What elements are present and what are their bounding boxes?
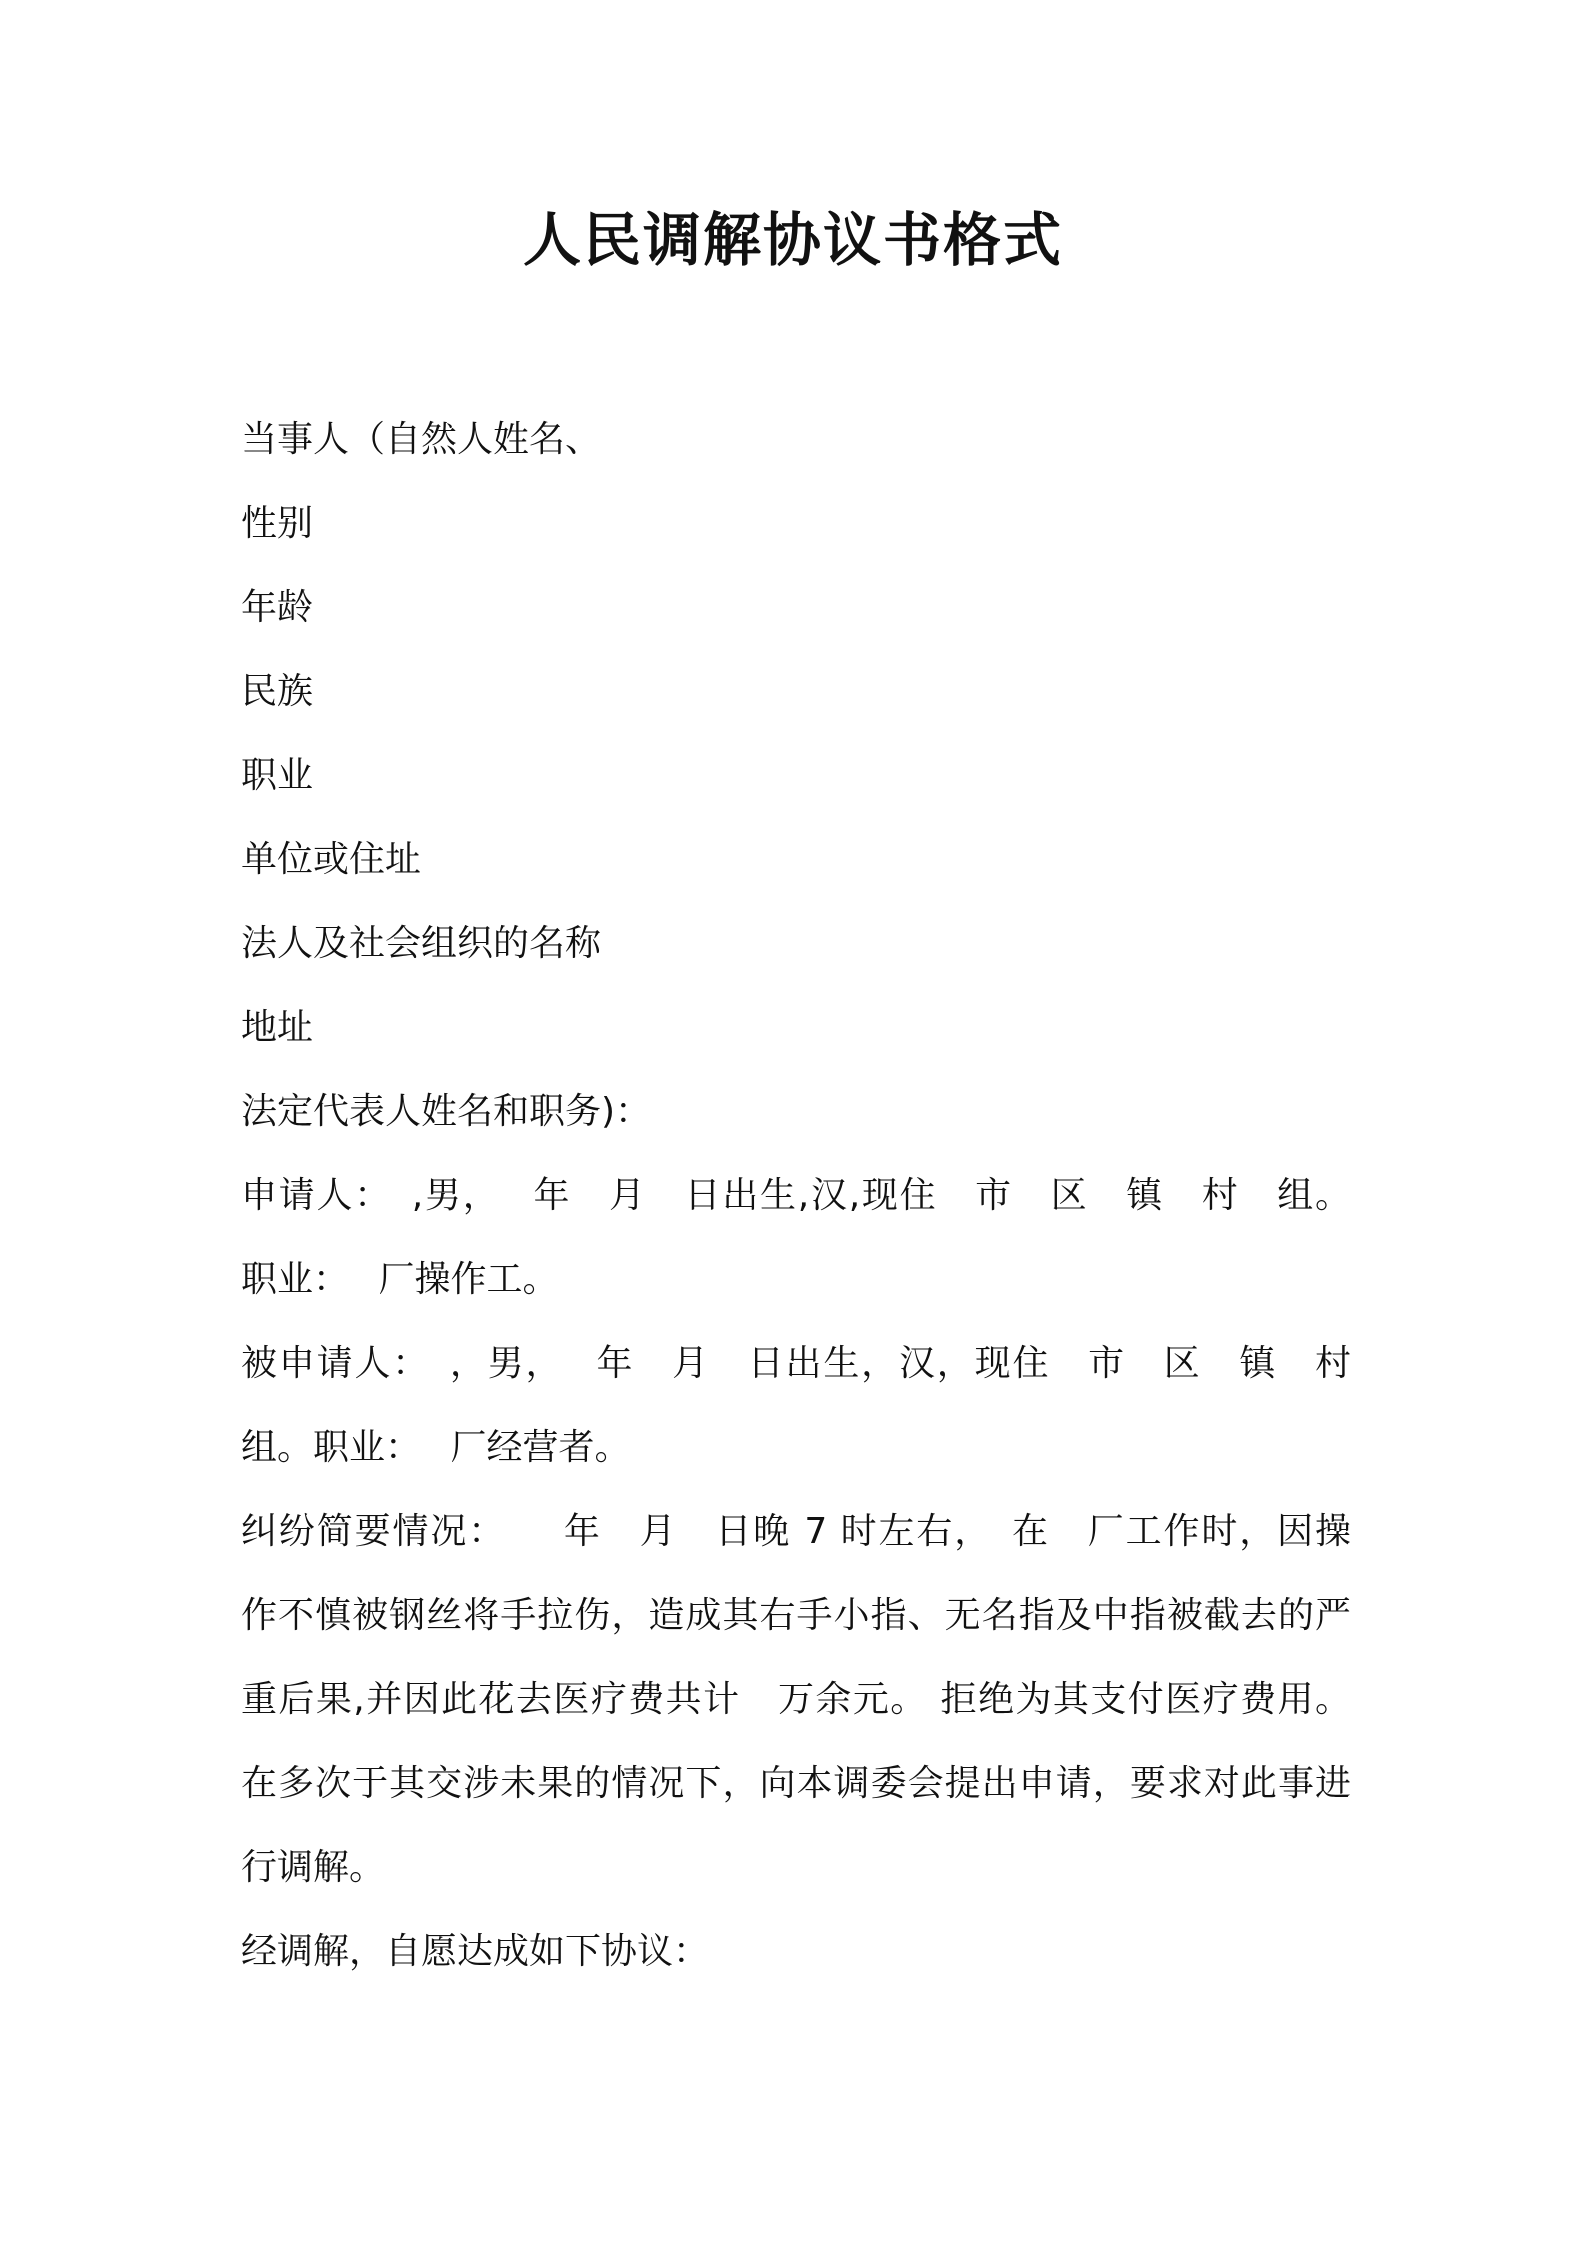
dispute-summary-line-1: 纠纷简要情况： 年 月 日晚 7 时左右， 在 厂工作时，因操 xyxy=(241,1511,1351,1552)
field-legal-representative: 法定代表人姓名和职务)： xyxy=(241,1091,652,1132)
field-address: 地址 xyxy=(241,1007,314,1048)
field-ethnicity: 民族 xyxy=(241,671,314,712)
respondent-line: 被申请人： ，男， 年 月 日出生，汉，现住 市 区 镇 村 xyxy=(241,1343,1351,1384)
field-workplace-or-address: 单位或住址 xyxy=(241,839,422,880)
respondent-occupation-line: 组。职业： 厂经营者。 xyxy=(241,1427,631,1468)
field-gender: 性别 xyxy=(241,503,314,544)
dispute-summary-line-2: 作不慎被钢丝将手拉伤，造成其右手小指、无名指及中指被截去的严 xyxy=(241,1595,1351,1636)
party-info-heading: 当事人（自然人姓名、 xyxy=(241,419,602,460)
document-body xyxy=(241,398,1351,1994)
document-title: 人民调解协议书格式 xyxy=(522,206,1063,274)
dispute-summary-line-5: 行调解。 xyxy=(241,1847,386,1888)
field-occupation: 职业 xyxy=(241,755,314,796)
applicant-line: 申请人： ,男， 年 月 日出生,汉,现住 市 区 镇 村 组。 xyxy=(241,1175,1351,1216)
dispute-summary-line-3: 重后果,并因此花去医疗费共计 万余元。 拒绝为其支付医疗费用。 xyxy=(241,1679,1351,1720)
applicant-occupation-line: 职业： 厂操作工。 xyxy=(241,1259,559,1300)
field-organization-name: 法人及社会组织的名称 xyxy=(241,923,602,964)
dispute-summary-line-4: 在多次于其交涉未果的情况下，向本调委会提出申请，要求对此事进 xyxy=(241,1763,1351,1804)
agreement-intro-line: 经调解，自愿达成如下协议： xyxy=(241,1931,710,1972)
field-age: 年龄 xyxy=(241,587,314,628)
